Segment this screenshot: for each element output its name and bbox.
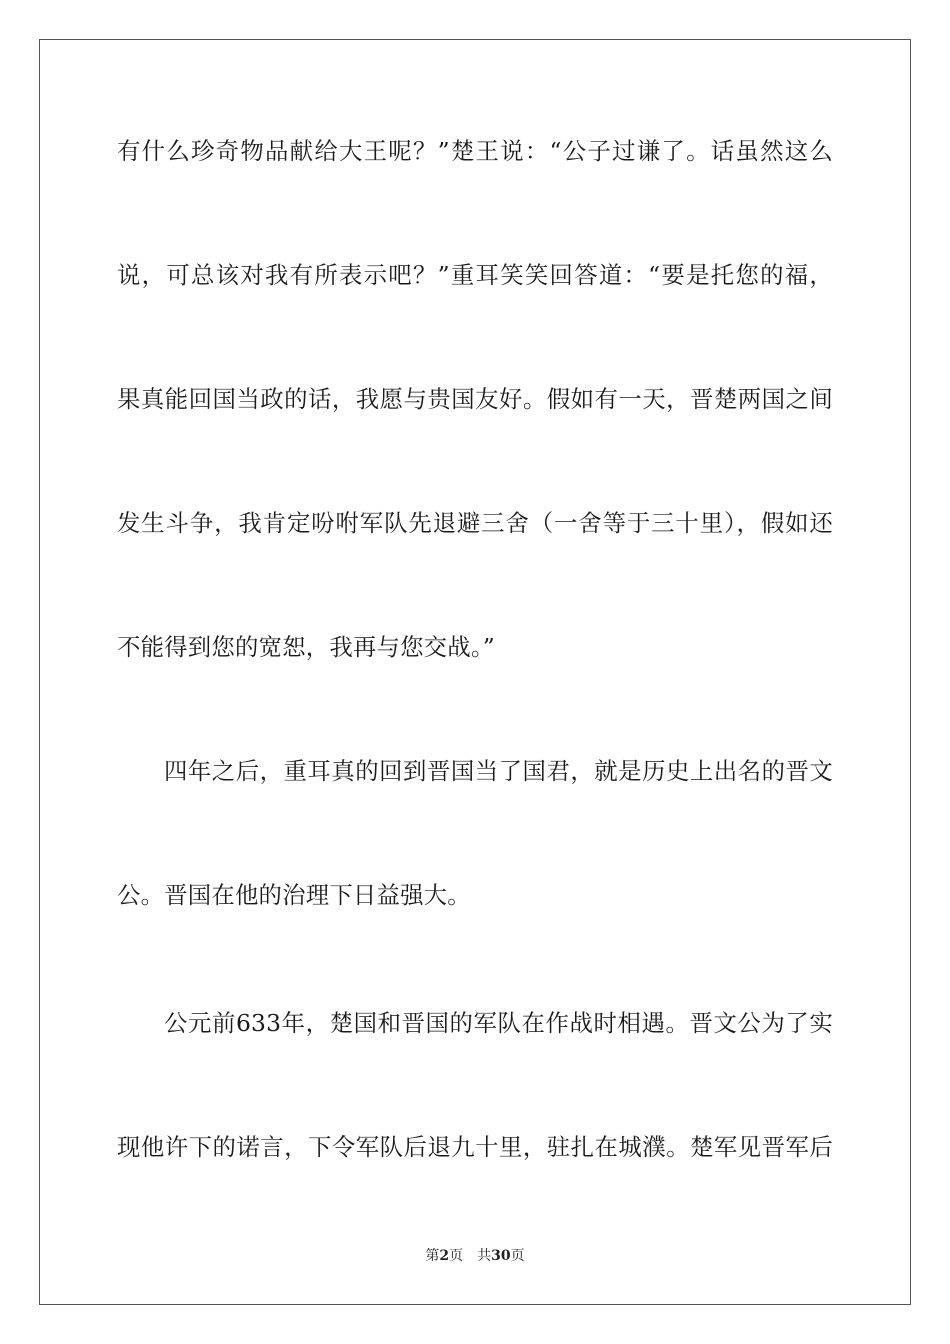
footer-page-suffix: 页 — [449, 1248, 464, 1264]
footer-total-suffix: 页 — [510, 1248, 525, 1264]
body-text-line-5: 不能得到您的宽恕，我再与您交战。” — [117, 633, 495, 661]
footer-page-number: 2 — [439, 1248, 450, 1264]
body-text-line-7: 公。晋国在他的治理下日益强大。 — [117, 881, 471, 909]
body-text-line-9: 现他许下的诺言，下令军队后退九十里，驻扎在城濮。楚军见晋军后 — [117, 1133, 833, 1161]
footer-total-prefix: 共 — [477, 1248, 492, 1264]
page-footer — [0, 1245, 950, 1267]
page-border — [39, 39, 911, 1305]
body-text-line-4: 发生斗争，我肯定吩咐军队先退避三舍（一舍等于三十里），假如还 — [117, 509, 833, 537]
footer-page-prefix: 第 — [425, 1248, 440, 1264]
body-text-line-3: 果真能回国当政的话，我愿与贵国友好。假如有一天，晋楚两国之间 — [117, 385, 833, 413]
body-text-line-8: 公元前633年，楚国和晋国的军队在作战时相遇。晋文公为了实 — [164, 1009, 833, 1037]
body-text-line-1: 有什么珍奇物品献给大王呢？”楚王说：“公子过谦了。话虽然这么 — [117, 137, 833, 165]
body-text-line-2: 说，可总该对我有所表示吧？”重耳笑笑回答道：“要是托您的福， — [117, 261, 833, 289]
body-text-line-6: 四年之后，重耳真的回到晋国当了国君，就是历史上出名的晋文 — [164, 757, 833, 785]
footer-total-number: 30 — [491, 1248, 511, 1264]
